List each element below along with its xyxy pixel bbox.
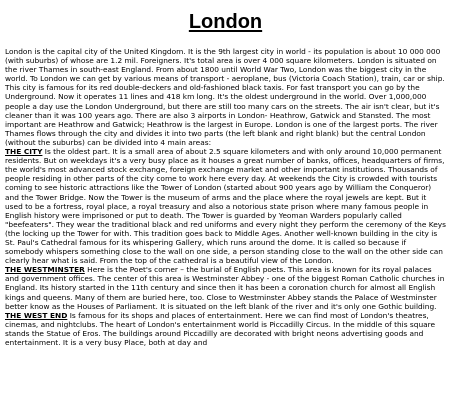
section-paragraph-city bbox=[5, 147, 446, 265]
section-heading-city: THE CITY bbox=[5, 147, 43, 157]
section-paragraph-westminster bbox=[5, 265, 446, 310]
section-heading-westminster: THE WESTMINSTER bbox=[5, 265, 85, 275]
page-title: London bbox=[188, 11, 263, 33]
intro-paragraph: London is the capital city of the United Kingdom. It is the 9th largest city in world - its population is about 10 000 000 (with suburbs) of whose are 1.2 mil. Foreigners. It's total area is over 4 000 square kilometers. London is situated on the river Thames in south-east England. From about 1800 until World War Two, London was the biggest city in the world. To London we can get by various means of transport - aeroplane, bus (Victoria Coach Station), train, car or ship. This city is famous for its red double-deckers and old-fashioned black taxis. For fast transport you can go by the Underground. Now it operates 11 lines and 418 km long. It's the oldest underground in the world. Over 1,000,000 people a day use the London Underground, but there are still too many cars on the streets. The air isn't clear, but it's cleaner than it was 100 years ago. There are also 3 airports in London- Heathrow, Gatwick and Stansted. The most important are Heathrow and Gatwick; Heathrow is the largest in Europe. London is one of the largest ports. The river Thames flows through the city and divides it into two parts (the left blank and right blank) but the central London (without the suburbs) can be divided into 4 main areas: bbox=[5, 47, 445, 147]
section-paragraph-west-end bbox=[5, 311, 446, 347]
section-text-westminster: Here is the Poet's corner – the burial of English poets. This area is known for its royal palaces and government offices. The center of this area is Westminster Abbey - one of the biggest Roman Catholic churches in England. Its history started in the 11th century and since then it has been a coronation church for almost all English kings and queens. Many of them are buried here, too. Close to Westminster Abbey stands the Palace of Westminster better know as the Houses of Parliament. It is situated on the left blank of the river and it's only one Gothic building. bbox=[5, 265, 445, 311]
section-heading-west-end: THE WEST END bbox=[5, 310, 68, 320]
section-text-west-end: Is famous for its shops and places of entertainment. Here we can find most of London's theatres, cinemas, and nightclubs. The heart of London's entertainment world is Piccadilly Circus. In the middle of this square stands the Statue of Eros. The buildings around Piccadilly are decorated with bright neons advertising goods and entertainment. It is a very busy Place, both at day and bbox=[5, 310, 436, 347]
section-text-city: Is the oldest part. It is a small area of about 2.5 square kilometers and with only around 10,000 permanent residents. But on weekdays it's a very busy place as it houses a great number of banks, offices, headquarters of firms, the world's most advanced stock exchange, foreign exchange market and other important institutions. Thousands of people residing in other parts of the city come to work here every day. At weekends the City is crowded with tourists coming to see historic attractions like the Tower of London (started about 900 years ago by William the Conqueror) and the Tower Bridge. Now the Tower is the museum of arms and the place where the royal jewels are kept. But it used to be a fortress, royal place, a royal treasury and also a notorious state prison where many famous people in English history were imprisoned or put to death. The Tower is guarded by Yeoman Warders popularly called "beefeaters". They wear the traditional black and red uniforms and every night they perform the ceremony of the Keys (the locking up the Tower for with. This tradition goes back to Middle Ages. Another well-known building in the city is St. Paul's Cathedral famous for its whispering Gallery, which runs around the dome. It is called so because if somebody whispers something close to the wall on one side, a person standing close to the wall on the other side can clearly hear what is said. From the top of the cathedral is a beautiful view of the London. bbox=[5, 147, 446, 266]
